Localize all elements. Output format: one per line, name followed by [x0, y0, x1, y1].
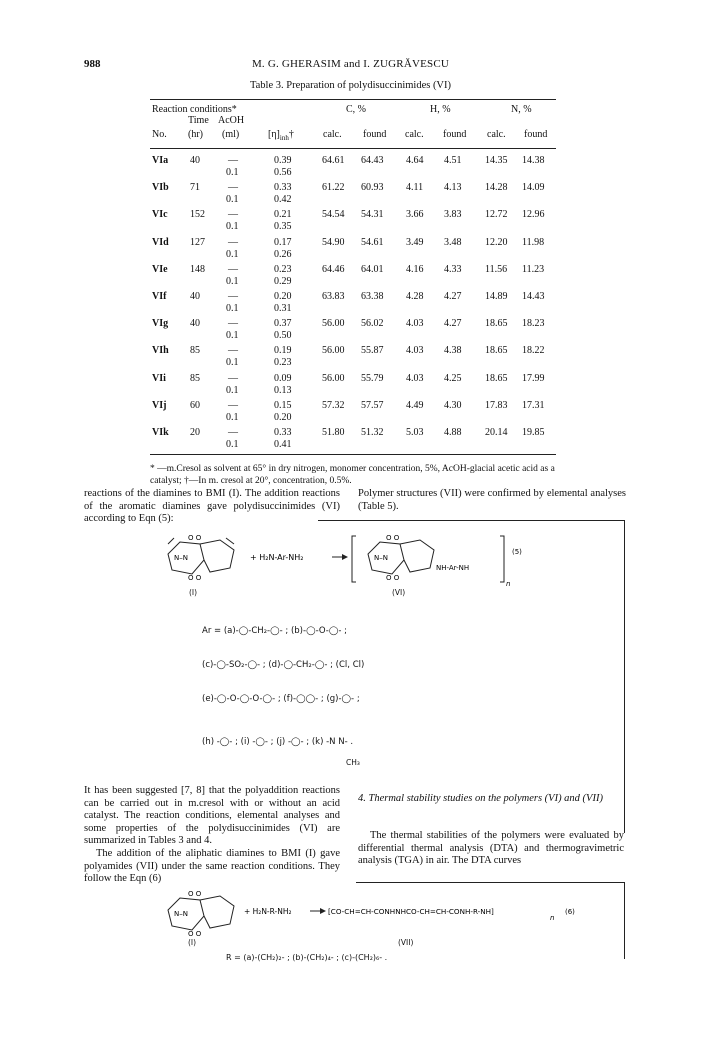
row-n-found: 19.85	[522, 427, 545, 438]
row-acoh: 0.1	[226, 439, 239, 450]
ch3-label: CH₃	[346, 758, 360, 767]
row-eta: 0.20	[274, 291, 292, 302]
table-bottom-rule	[150, 454, 556, 455]
row-h-calc: 5.03	[406, 427, 424, 438]
row-h-calc: 4.64	[406, 155, 424, 166]
header-no: No.	[152, 129, 167, 140]
row-eta: 0.23	[274, 263, 292, 275]
eq5-product-tail: NH-Ar-NH	[436, 564, 470, 572]
row-eta: 0.19	[274, 345, 292, 357]
row-c-calc: 56.00	[322, 372, 345, 384]
row-n-found: 11.98	[522, 236, 545, 248]
row-c-found: 51.32	[361, 427, 384, 438]
row-c-found: 55.87	[361, 345, 384, 357]
eq6-number: (6)	[565, 908, 575, 916]
left-column-text-bottom-p2: The addition of the aliphatic diamines to BMI (I) gave polyamides (VII) under the same reaction conditions. They follow the Eqn (6)	[84, 848, 340, 884]
svg-text:N–N: N–N	[374, 554, 388, 562]
row-id: VIh	[152, 345, 169, 357]
header-acoh: AcOH	[218, 115, 245, 126]
row-h-calc: 3.66	[406, 209, 424, 221]
row-n-found: 18.23	[522, 318, 545, 330]
row-h-found: 3.83	[444, 209, 462, 221]
row-eta: 0.50	[274, 330, 292, 342]
row-n-found: 14.09	[522, 182, 545, 194]
row-time: 71	[190, 182, 200, 194]
row-acoh: 0.1	[226, 384, 239, 396]
table-top-rule	[150, 99, 556, 100]
row-acoh: 0.1	[226, 275, 239, 287]
row-c-calc: 64.61	[322, 155, 345, 166]
row-n-calc: 14.35	[485, 155, 508, 166]
right-column-text-bottom: The thermal stabilities of the polymers were evaluated by differential thermal analysis (DTA) and thermogravimetric analysis (TGA) in air. The DTA curves	[358, 830, 624, 866]
ar-defs-line-1: Ar = (a)-◯-CH₂-◯- ; (b)-◯-O-◯- ;	[202, 626, 348, 636]
row-h-found: 4.30	[444, 399, 462, 411]
row-h-found: 4.88	[444, 427, 462, 438]
row-n-calc: 11.56	[485, 263, 508, 275]
row-time: 148	[190, 263, 205, 275]
row-n-calc: 18.65	[485, 372, 508, 384]
eq5-label-right: (VI)	[392, 588, 406, 597]
row-id: VIj	[152, 399, 167, 411]
row-h-found: 4.27	[444, 291, 462, 302]
row-time: 20	[190, 427, 200, 438]
row-time: 85	[190, 372, 200, 384]
row-time: 127	[190, 236, 205, 248]
row-id: VIe	[152, 263, 168, 275]
eq6-reagent: + H₂N-R-NH₂	[244, 907, 292, 916]
row-c-calc: 64.46	[322, 263, 345, 275]
row-id: VIb	[152, 182, 169, 194]
eq6-n: n	[550, 914, 555, 922]
row-eta: 0.41	[274, 439, 292, 450]
row-id: VIi	[152, 372, 166, 384]
row-h-found: 4.25	[444, 372, 462, 384]
header-n-found: found	[524, 129, 548, 140]
row-c-found: 60.93	[361, 182, 384, 194]
row-n-found: 17.31	[522, 399, 545, 411]
eq5-n: n	[506, 580, 511, 588]
row-eta: 0.20	[274, 411, 292, 423]
row-acoh: —	[228, 263, 238, 275]
row-c-found: 57.57	[361, 399, 384, 411]
row-eta: 0.31	[274, 303, 292, 314]
row-acoh: —	[228, 318, 238, 330]
row-h-calc: 4.28	[406, 291, 424, 302]
row-eta: 0.15	[274, 399, 292, 411]
row-acoh: 0.1	[226, 248, 239, 260]
row-eta: 0.35	[274, 221, 292, 233]
row-h-calc: 4.03	[406, 372, 424, 384]
svg-text:O O: O O	[188, 890, 202, 898]
row-c-found: 54.31	[361, 209, 384, 221]
row-acoh: 0.1	[226, 194, 239, 206]
svg-text:O O: O O	[188, 930, 202, 938]
row-acoh: —	[228, 155, 238, 166]
header-time-unit: (hr)	[188, 129, 203, 140]
row-time: 85	[190, 345, 200, 357]
row-acoh: —	[228, 345, 238, 357]
svg-text:O O: O O	[188, 574, 202, 582]
header-c-percent: C, %	[346, 104, 366, 115]
header-c-found: found	[363, 129, 387, 140]
row-c-calc: 54.90	[322, 236, 345, 248]
row-time: 60	[190, 399, 200, 411]
row-eta: 0.39	[274, 155, 292, 166]
row-acoh: 0.1	[226, 357, 239, 369]
row-eta: 0.56	[274, 167, 292, 178]
row-id: VIc	[152, 209, 168, 221]
ar-defs-line-4: (h) -◯- ; (i) -◯- ; (j) -◯- ; (k) -N N- .	[202, 737, 354, 747]
header-reaction-conditions: Reaction conditions*	[152, 104, 237, 115]
header-n-percent: N, %	[511, 104, 532, 115]
row-time: 40	[190, 155, 200, 166]
header-time: Time	[188, 115, 209, 126]
row-c-calc: 54.54	[322, 209, 345, 221]
header-eta: $[\eta]_{inh}\dagger$	[268, 129, 294, 142]
svg-text:N–N: N–N	[174, 910, 188, 918]
ar-defs-line-3: (e)-◯-O-◯-O-◯- ; (f)-◯◯- ; (g)-◯- ;	[202, 694, 360, 704]
eq6-label-right: (VII)	[398, 938, 414, 947]
row-h-calc: 4.03	[406, 318, 424, 330]
row-eta: 0.23	[274, 357, 292, 369]
page-number: 988	[84, 58, 101, 70]
row-n-found: 14.38	[522, 155, 545, 166]
row-id: VId	[152, 236, 169, 248]
row-time: 40	[190, 291, 200, 302]
section-title-thermal-stability: 4. Thermal stability studies on the polymers (VI) and (VII)	[358, 793, 603, 804]
header-acoh-unit: (ml)	[222, 129, 240, 140]
header-h-found: found	[443, 129, 467, 140]
ar-defs-line-2: (c)-◯-SO₂-◯- ; (d)-◯-CH₂-◯- ; (Cl, Cl)	[202, 660, 365, 670]
row-c-found: 64.01	[361, 263, 384, 275]
row-n-calc: 12.20	[485, 236, 508, 248]
row-acoh: —	[228, 182, 238, 194]
header-n-calc: calc.	[487, 129, 506, 140]
row-c-calc: 63.83	[322, 291, 345, 302]
row-h-found: 4.33	[444, 263, 462, 275]
header-h-percent: H, %	[430, 104, 451, 115]
row-c-found: 56.02	[361, 318, 384, 330]
row-time: 152	[190, 209, 205, 221]
row-time: 40	[190, 318, 200, 330]
row-h-found: 3.48	[444, 236, 462, 248]
row-n-found: 12.96	[522, 209, 545, 221]
row-h-calc: 3.49	[406, 236, 424, 248]
row-eta: 0.33	[274, 427, 292, 438]
row-acoh: 0.1	[226, 411, 239, 423]
row-h-found: 4.38	[444, 345, 462, 357]
eq6-product: [CO-CH=CH-CONHNHCO-CH=CH-CONH-R-NH]	[328, 907, 494, 916]
header-c-calc: calc.	[323, 129, 342, 140]
row-n-found: 11.23	[522, 263, 545, 275]
row-n-found: 17.99	[522, 372, 545, 384]
row-id: VIa	[152, 155, 169, 166]
row-eta: 0.21	[274, 209, 292, 221]
left-column-text-bottom-p1: It has been suggested [7, 8] that the polyaddition reactions can be carried out in m.cresol with or without an acid catalyst. The reaction conditions, elemental analyses and some properties of the polydisuccinimides (VI) are summarized in Tables 3 and 4.	[84, 785, 340, 846]
row-c-found: 54.61	[361, 236, 384, 248]
equation-5-scheme	[160, 530, 540, 590]
row-c-found: 63.38	[361, 291, 384, 302]
row-n-calc: 17.83	[485, 399, 508, 411]
row-h-calc: 4.16	[406, 263, 424, 275]
row-eta: 0.26	[274, 248, 292, 260]
row-acoh: —	[228, 236, 238, 248]
equation-6-scheme	[160, 888, 590, 938]
row-n-calc: 18.65	[485, 345, 508, 357]
left-column-text-top: reactions of the diamines to BMI (I). The addition reactions of the aromatic diamines gave polydisuccinimides (VI) according to Eqn (5):	[84, 488, 340, 524]
row-c-found: 64.43	[361, 155, 384, 166]
r-definitions: R = (a)-(CH₂)₂- ; (b)-(CH₂)₄- ; (c)-(CH₂)₆- .	[226, 953, 388, 962]
row-c-calc: 57.32	[322, 399, 345, 411]
row-acoh: 0.1	[226, 167, 239, 178]
row-eta: 0.37	[274, 318, 292, 330]
row-acoh: —	[228, 399, 238, 411]
row-eta: 0.13	[274, 384, 292, 396]
row-id: VIf	[152, 291, 167, 302]
row-eta: 0.42	[274, 194, 292, 206]
row-h-found: 4.13	[444, 182, 462, 194]
header-h-calc: calc.	[405, 129, 424, 140]
table-caption: Table 3. Preparation of polydisuccinimides (VI)	[249, 80, 452, 91]
row-n-found: 14.43	[522, 291, 545, 302]
row-eta: 0.29	[274, 275, 292, 287]
svg-text:O O: O O	[386, 574, 400, 582]
row-acoh: 0.1	[226, 221, 239, 233]
row-eta: 0.09	[274, 372, 292, 384]
row-n-calc: 20.14	[485, 427, 508, 438]
eq5-number: (5)	[512, 548, 522, 556]
row-h-calc: 4.03	[406, 345, 424, 357]
row-n-calc: 14.28	[485, 182, 508, 194]
row-c-found: 55.79	[361, 372, 384, 384]
row-eta: 0.33	[274, 182, 292, 194]
row-n-calc: 12.72	[485, 209, 508, 221]
row-h-found: 4.27	[444, 318, 462, 330]
row-c-calc: 56.00	[322, 318, 345, 330]
row-n-calc: 14.89	[485, 291, 508, 302]
svg-text:N–N: N–N	[174, 554, 188, 562]
row-c-calc: 51.80	[322, 427, 345, 438]
eq5-label-left: (I)	[189, 588, 198, 597]
eq5-reagent: + H₂N-Ar-NH₂	[250, 553, 304, 562]
right-column-text-top: Polymer structures (VII) were confirmed by elemental analyses (Table 5).	[358, 488, 626, 512]
row-id: VIg	[152, 318, 169, 330]
row-acoh: 0.1	[226, 303, 239, 314]
row-n-calc: 18.65	[485, 318, 508, 330]
eq6-label-left: (I)	[188, 938, 197, 947]
row-n-found: 18.22	[522, 345, 545, 357]
row-id: VIk	[152, 427, 169, 438]
row-h-calc: 4.49	[406, 399, 424, 411]
row-acoh: 0.1	[226, 330, 239, 342]
row-h-calc: 4.11	[406, 182, 424, 194]
svg-text:O O: O O	[386, 534, 400, 542]
table-footnote: * —m.Cresol as solvent at 65° in dry nitrogen, monomer concentration, 5%, AcOH-glacial acetic acid as a catalyst; †—In m. cresol at 20°, concentration, 0.5%.	[150, 464, 555, 486]
svg-text:O O: O O	[188, 534, 202, 542]
row-acoh: —	[228, 427, 238, 438]
row-c-calc: 61.22	[322, 182, 345, 194]
row-eta: 0.17	[274, 236, 292, 248]
row-c-calc: 56.00	[322, 345, 345, 357]
row-acoh: —	[228, 209, 238, 221]
row-h-found: 4.51	[444, 155, 462, 166]
row-acoh: —	[228, 291, 238, 302]
row-acoh: —	[228, 372, 238, 384]
table-header-rule	[150, 148, 556, 149]
running-header-authors: M. G. GHERASIM and I. ZUGRĂVESCU	[251, 58, 450, 70]
